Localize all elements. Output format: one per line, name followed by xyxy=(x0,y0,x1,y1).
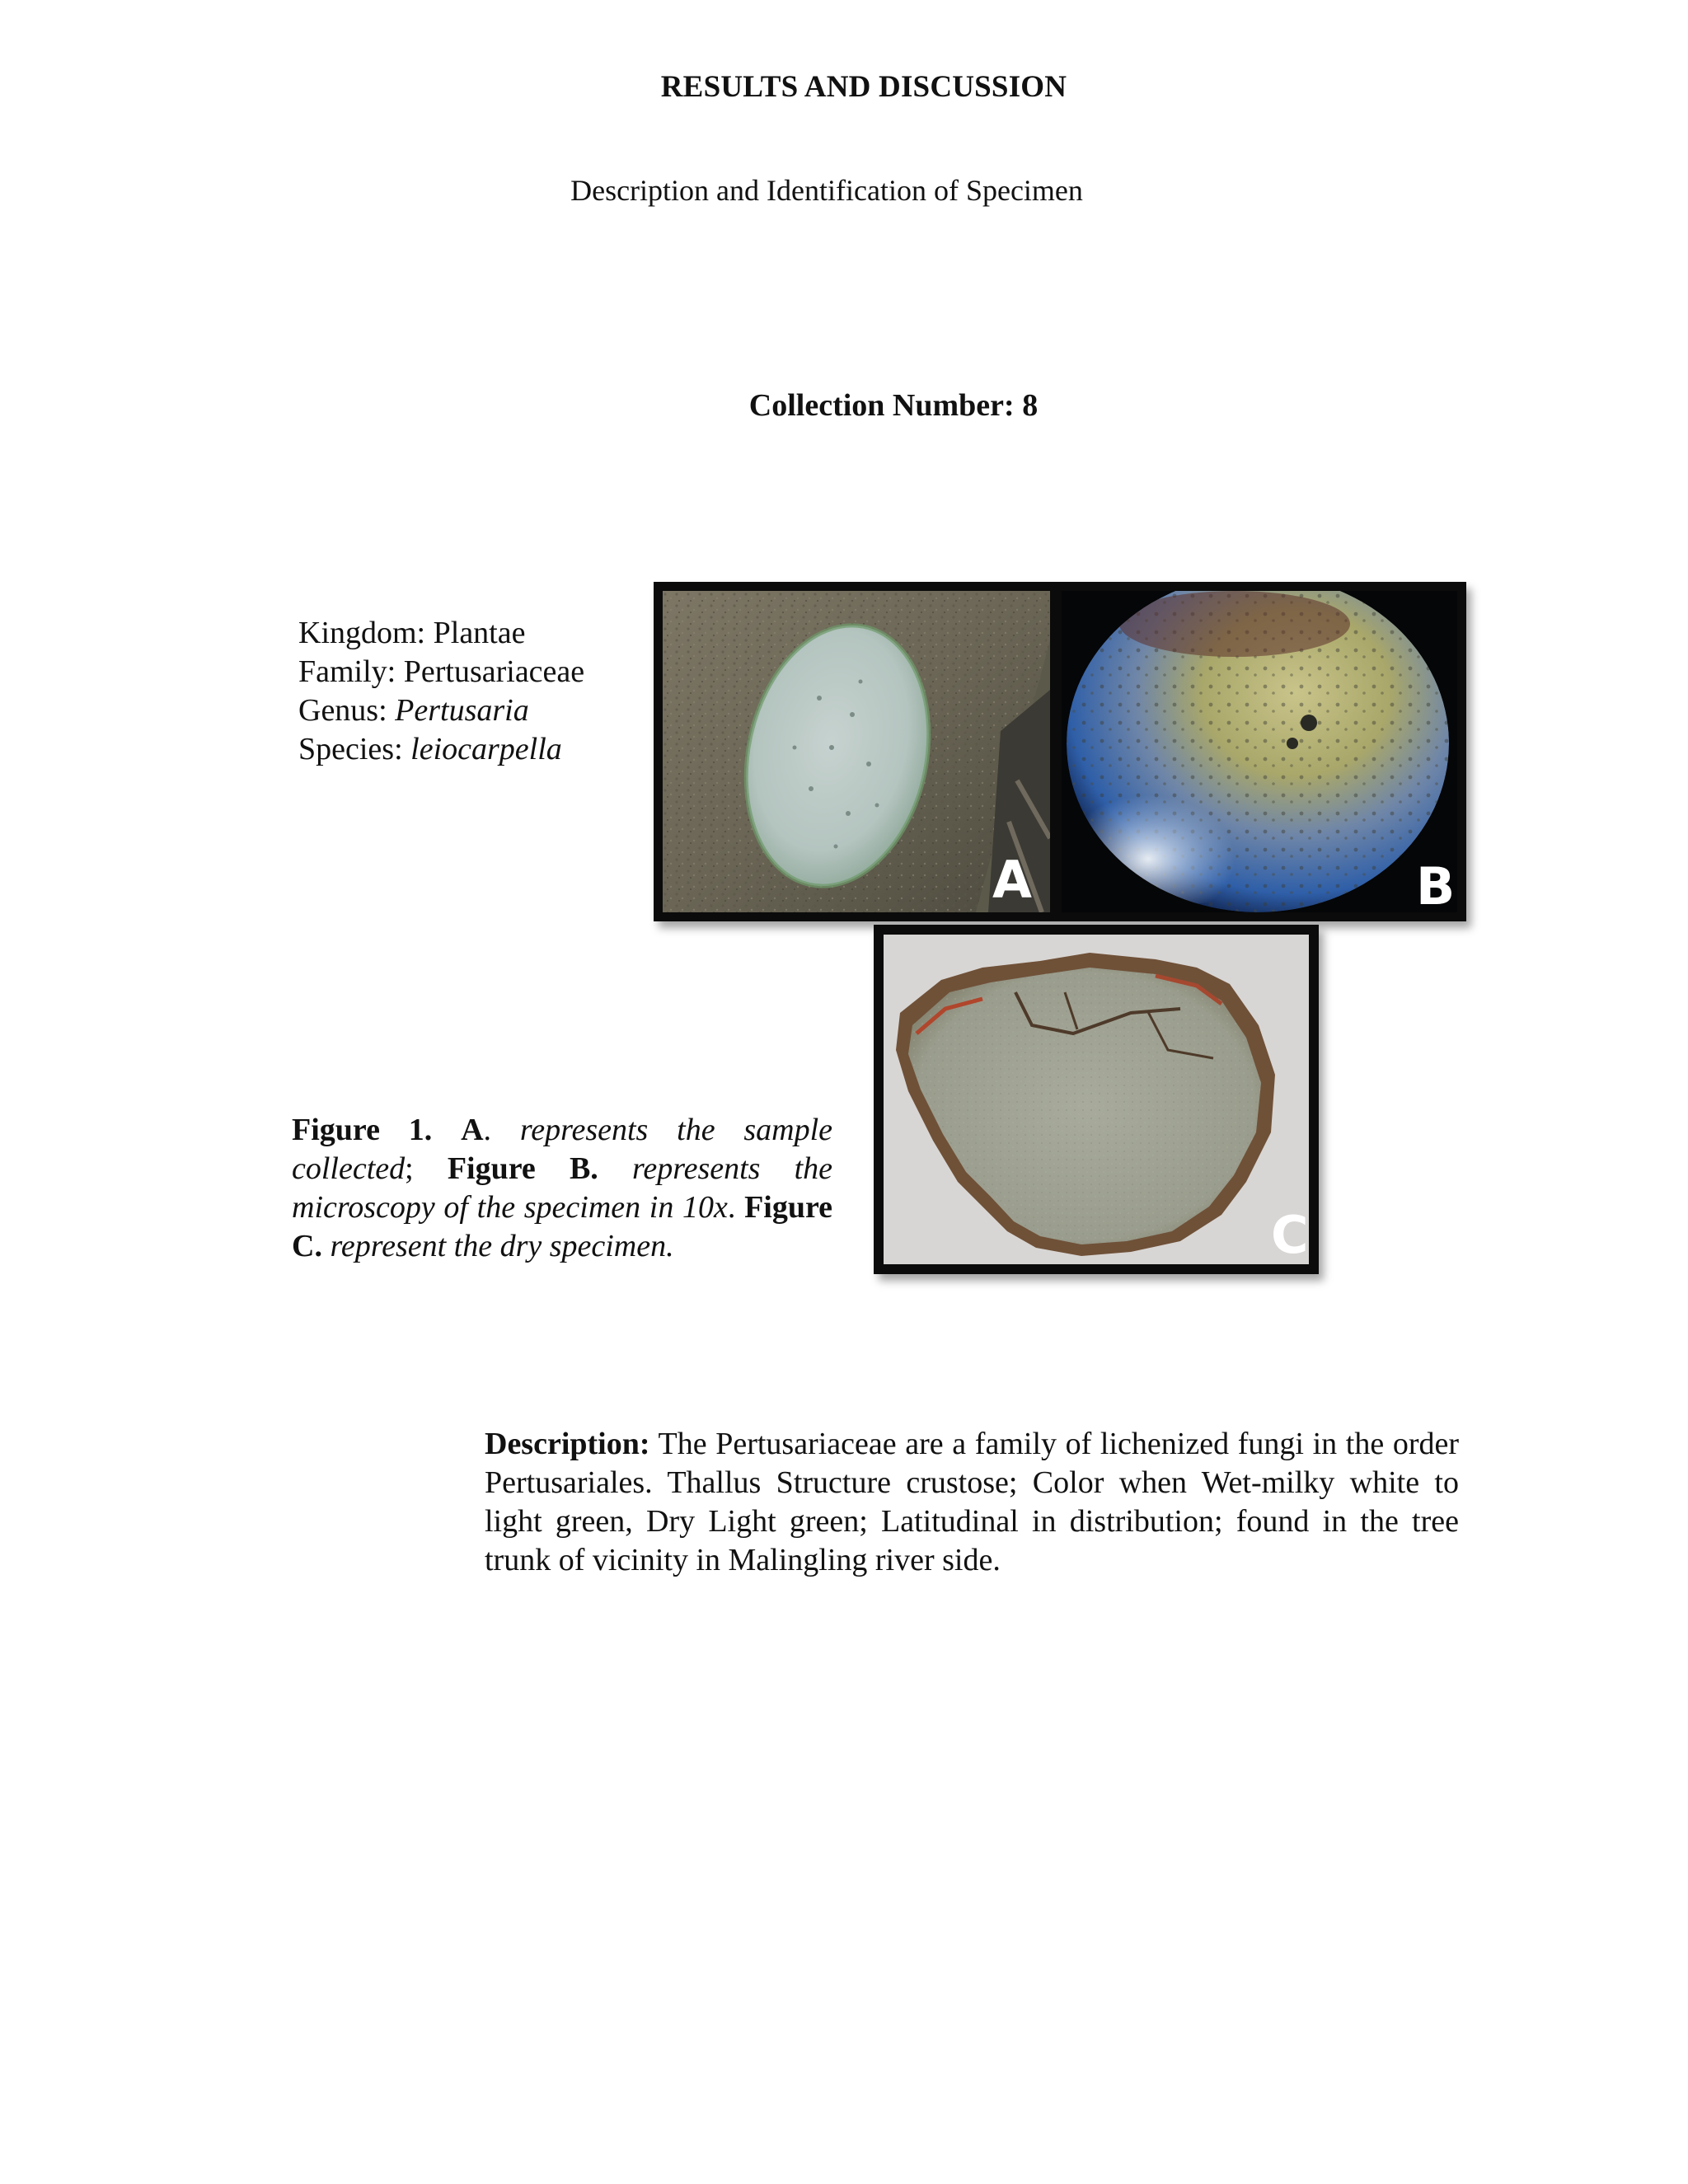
description-label: Description: xyxy=(485,1427,650,1461)
genus-label: Genus: xyxy=(298,693,387,728)
caption-c-label: Figure C. xyxy=(292,1190,833,1263)
taxonomy-family xyxy=(298,653,584,691)
figure-panel-c xyxy=(874,925,1319,1274)
caption-a-label: A xyxy=(461,1113,484,1147)
kingdom-value: Plantae xyxy=(433,616,526,650)
taxonomy-species xyxy=(298,730,584,769)
species-value: leiocarpella xyxy=(410,732,562,766)
collection-label: Collection Number: xyxy=(748,388,1015,423)
caption-b-text: represents the microscopy of the specimen in 10x xyxy=(292,1151,833,1225)
figure-caption: Figure 1. A. represents the sample collected; Figure B. represents the microscopy of the specimen in 10x. Figure C. represent the dry specimen. xyxy=(292,1113,833,1263)
caption-b-label: Figure B. xyxy=(447,1151,598,1186)
section-subheading: Description and Identification of Specimen xyxy=(570,174,1083,207)
section-heading: RESULTS AND DISCUSSION xyxy=(660,70,1067,104)
description-paragraph xyxy=(485,1425,1459,1580)
photo-dry-specimen xyxy=(884,935,1309,1264)
taxonomy-list xyxy=(298,614,584,769)
caption-c-text: represent the dry specimen. xyxy=(330,1229,674,1263)
photo-sample-collected xyxy=(663,591,1050,912)
panel-label-a: A xyxy=(992,850,1032,910)
panel-label-b: B xyxy=(1416,856,1456,912)
figure-panel-ab xyxy=(654,582,1466,921)
collection-value: 8 xyxy=(1022,388,1039,423)
species-label: Species: xyxy=(298,732,403,766)
collection-number xyxy=(0,387,1688,424)
description-text: The Pertusariaceae are a family of lichenized fungi in the order Pertusariales. Thallus Structure crustose; Color when Wet-milky white to light green, Dry Light green; Latitudinal in distribution; found in the tree trunk of vicinity in Malingling river side. xyxy=(485,1427,1459,1577)
kingdom-label: Kingdom: xyxy=(298,616,426,650)
caption-fig1-label: Figure 1. xyxy=(292,1113,433,1147)
taxonomy-kingdom xyxy=(298,614,584,653)
photo-microscopy xyxy=(1062,591,1457,912)
panel-label-c: C xyxy=(1271,1205,1309,1264)
genus-value: Pertusaria xyxy=(395,693,529,728)
family-value: Pertusariaceae xyxy=(403,654,585,689)
taxonomy-genus xyxy=(298,691,584,730)
caption-a-text: represents the sample collected xyxy=(292,1113,833,1186)
family-label: Family: xyxy=(298,654,396,689)
